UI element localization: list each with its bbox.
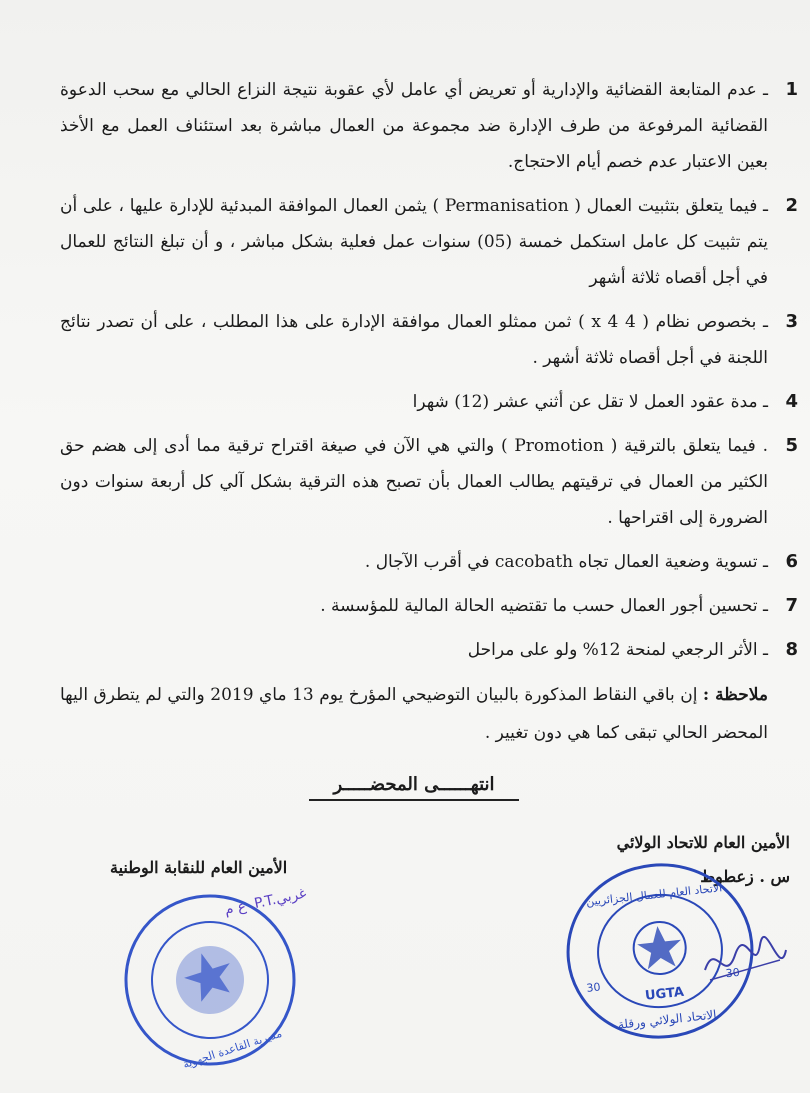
list-item: 6 ـ تسوية وضعية العمال تجاه cacobath في أقرب الآجال . [364,551,798,572]
list-item: 8 ـ الأثر الرجعي لمنحة 12% ولو على مراحل [467,639,798,660]
end-of-minutes: انتهــــــى المحضـــــر [60,774,768,801]
list-item: 1 ـ عدم المتابعة القضائية والإدارية أو تعريض أي عامل لأي عقوبة نتيجة النزاع الحالي مع سحب الدعوة القضائية المرفوعة من طرف الإدارة ضد مجموعة من العمال مباشرة بعد استئناف العمل مع الأخذ بعين الاعتبار عدم خصم أيام الاحتجاج. [60,79,798,172]
note-label: ملاحظة : [702,685,768,705]
list-item: 5 . فيما يتعلق بالترقية ( Promotion ) والتي هي الآن في صيغة اقتراح ترقية مما أدى إلى هضم حق الكثير من العمال في ترقيتهم يطالب العمال بأن تصبح هذه الترقية بشكل آلي كل أربعة سنوات دون الضرورة إلى اقتراحها . [60,435,798,528]
stamp-num-right: 30 [725,965,741,981]
stamp-left-text: مديرية القاعدة الجهوية [181,1026,284,1072]
handwritten-note-left [200,880,330,920]
handwritten-text: ع م .P.T.غربي [223,885,308,919]
signature-right-name: س . زعطوط [700,867,790,886]
signature-right-title: الأمين العام للاتحاد الولائي [616,833,790,852]
note-paragraph [60,676,768,752]
stamp-num-left: 30 [585,980,602,995]
list-item: 4 ـ مدة عقود العمل لا تقل عن أثني عشر (12) شهرا [412,391,798,412]
signature-left-title: الأمين العام للنقابة الوطنية [110,858,288,877]
note-text: إن باقي النقاط المذكورة بالبيان التوضيحي المؤرخ يوم 13 ماي 2019 والتي لم يتطرق اليها المحضر الحالي تبقى كما هي دون تغيير . [60,685,768,743]
list-item: 7 ـ تحسين أجور العمال حسب ما تقتضيه الحالة المالية للمؤسسة . [320,595,798,616]
stamp-top-text: الاتحاد العام للعمال الجزائريين [585,881,723,909]
list-item: 2 ـ فيما يتعلق بتثبيت العمال ( Permanisation ) يثمن العمال الموافقة المبدئية للإدارة عليها ، على أن يتم تثبيت كل عامل استكمل خمسة (05) سنوات عمل فعلية بشكل مباشر ، و أن تبلغ النتائج للعمال في أجل أقصاه ثلاثة أشهر [60,195,798,288]
stamp-bottom-text: الاتحاد الولائي ورقلة [617,1007,718,1032]
stamp-org: UGTA [644,984,685,1004]
document-body [60,72,798,801]
handwritten-signature [700,930,790,990]
list-item: 3 ـ بخصوص نظام ( 4 x 4 ) ثمن ممثلو العمال موافقة الإدارة على هذا المطلب ، على أن تصدر نتائج اللجنة في أجل أقصاه ثلاثة أشهر . [60,311,798,368]
